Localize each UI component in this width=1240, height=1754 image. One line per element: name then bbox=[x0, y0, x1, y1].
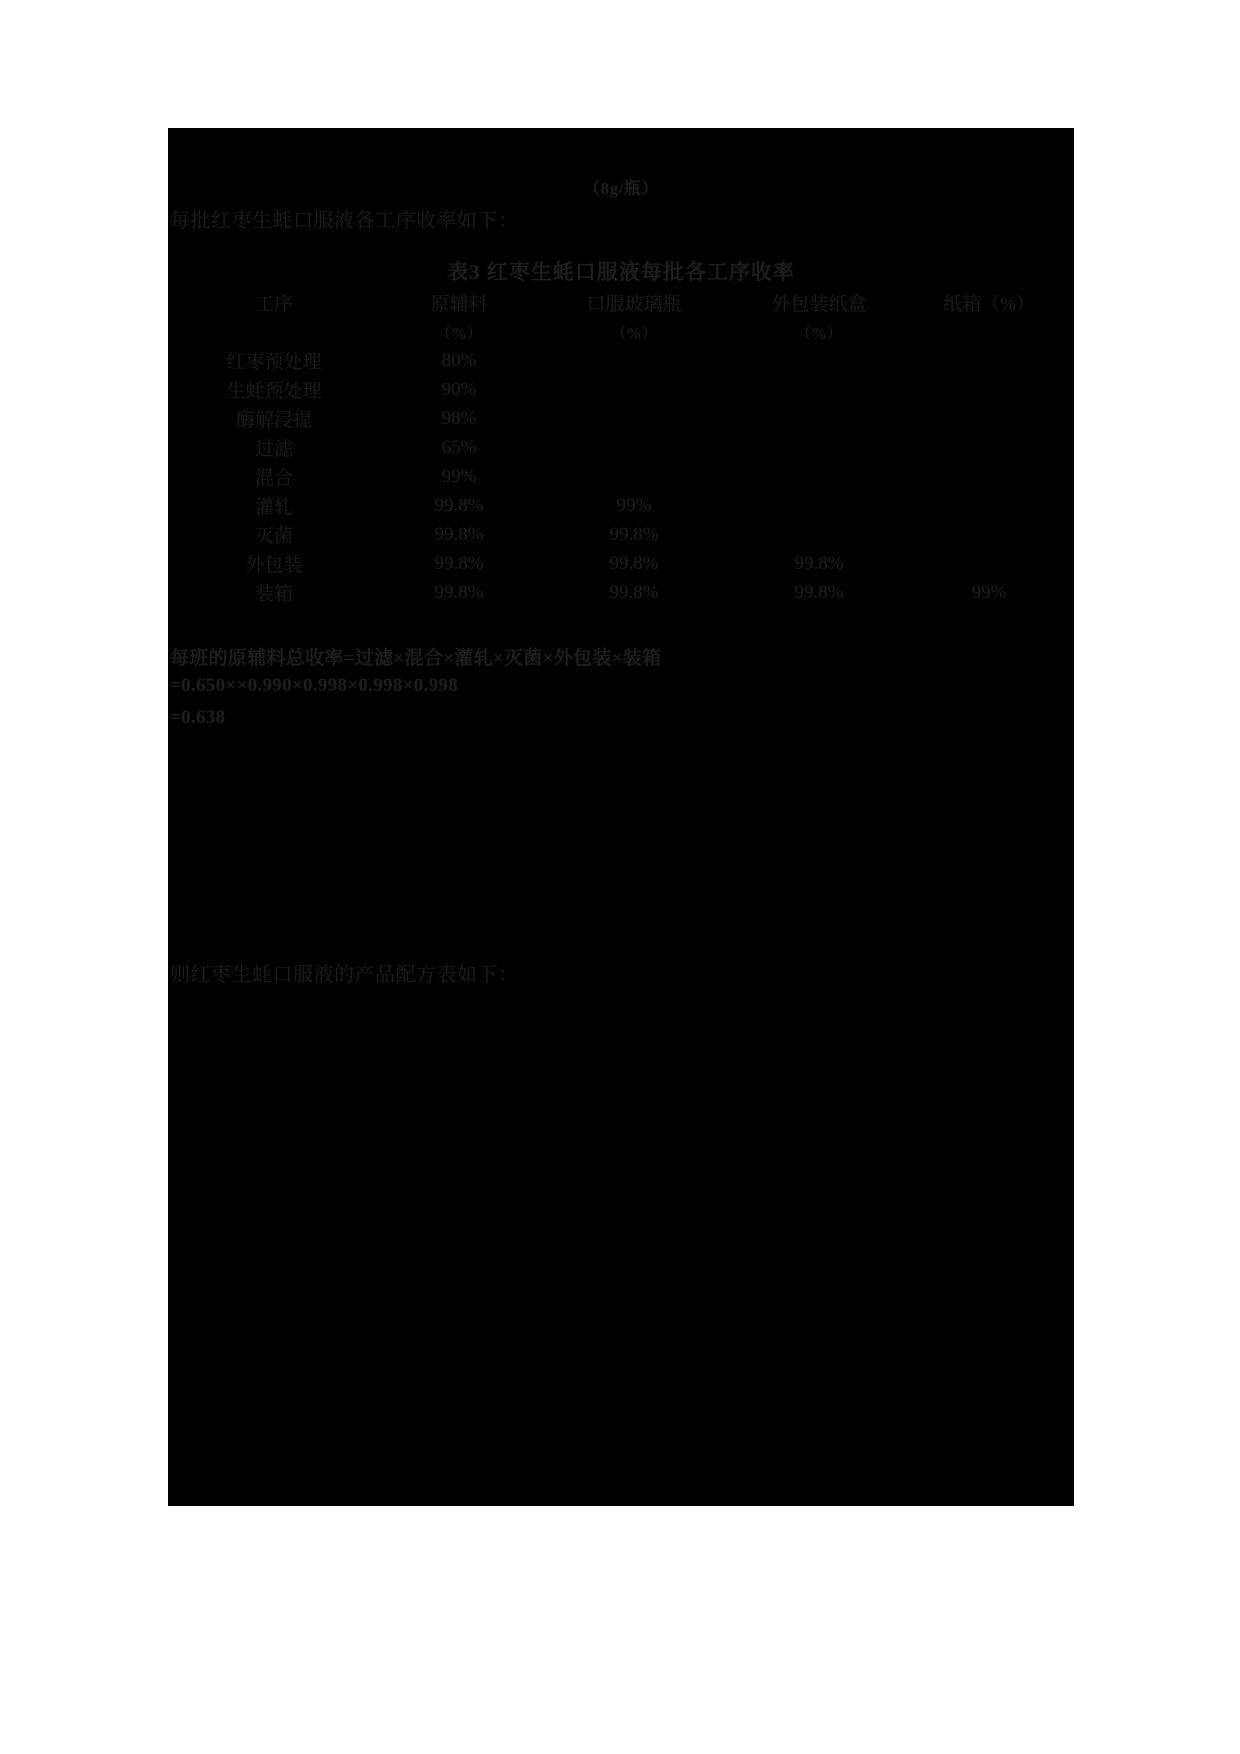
cell-process: 红枣预处理 bbox=[226, 352, 322, 373]
cell-bottle bbox=[544, 346, 724, 375]
document-page bbox=[168, 128, 1074, 1506]
table-row bbox=[174, 346, 1064, 375]
table-row bbox=[174, 433, 1064, 462]
page-content bbox=[168, 128, 1074, 1506]
cell-bottle: 99.8% bbox=[609, 581, 659, 603]
yield-table bbox=[174, 288, 1064, 607]
column-header-box: 纸箱（%） bbox=[943, 294, 1035, 315]
cell-carton: 99.8% bbox=[794, 552, 844, 574]
cell-bottle: 99% bbox=[616, 494, 652, 516]
cell-carton: 99.8% bbox=[794, 581, 844, 603]
cell-box bbox=[914, 491, 1064, 520]
table-row bbox=[174, 404, 1064, 433]
cell-raw: 65% bbox=[441, 436, 477, 458]
cell-raw: 99.8% bbox=[434, 581, 484, 603]
lead-paragraph: 每批红枣生蚝口服液各工序收率如下： bbox=[170, 210, 519, 232]
cell-carton bbox=[724, 462, 914, 491]
cell-carton bbox=[724, 433, 914, 462]
cell-process: 外包装 bbox=[245, 555, 303, 576]
table-row bbox=[174, 375, 1064, 404]
unit-note: （8g/瓶） bbox=[583, 179, 659, 198]
calculation-line-2: =0.650××0.990×0.998×0.998×0.998 bbox=[170, 675, 459, 696]
table-row bbox=[174, 520, 1064, 549]
cell-raw: 99.8% bbox=[434, 552, 484, 574]
cell-box: 99% bbox=[971, 581, 1007, 603]
cell-process: 混合 bbox=[254, 468, 293, 489]
cell-carton bbox=[724, 375, 914, 404]
cell-bottle bbox=[544, 375, 724, 404]
subheader-process bbox=[174, 317, 374, 346]
cell-raw: 99.8% bbox=[434, 523, 484, 545]
cell-carton bbox=[724, 491, 914, 520]
cell-carton bbox=[724, 346, 914, 375]
cell-raw: 98% bbox=[441, 407, 477, 429]
column-header-raw: 原辅料 bbox=[430, 294, 488, 315]
cell-bottle bbox=[544, 404, 724, 433]
cell-bottle: 99.8% bbox=[609, 552, 659, 574]
calculation-line-1: 每班的原辅料总收率=过滤×混合×灌轧×灭菌×外包装×装箱 bbox=[170, 648, 662, 669]
cell-raw: 90% bbox=[441, 378, 477, 400]
cell-bottle bbox=[544, 462, 724, 491]
cell-process: 灌轧 bbox=[254, 497, 293, 518]
cell-process: 酶解浸提 bbox=[235, 410, 312, 431]
subheader-bottle: （%） bbox=[609, 324, 659, 343]
cell-process: 生蚝预处理 bbox=[226, 381, 322, 402]
cell-process: 过滤 bbox=[254, 439, 293, 460]
table-row bbox=[174, 578, 1064, 607]
cell-box bbox=[914, 462, 1064, 491]
table-row bbox=[174, 549, 1064, 578]
column-header-process: 工序 bbox=[254, 294, 293, 315]
cell-raw: 99.8% bbox=[434, 494, 484, 516]
cell-box bbox=[914, 375, 1064, 404]
cell-bottle: 99.8% bbox=[609, 523, 659, 545]
table-title: 表3 红枣生蚝口服液每批各工序收率 bbox=[447, 260, 795, 284]
cell-box bbox=[914, 520, 1064, 549]
cell-raw: 99% bbox=[441, 465, 477, 487]
subheader-raw: （%） bbox=[434, 324, 484, 343]
table-row bbox=[174, 462, 1064, 491]
column-header-carton: 外包装纸盒 bbox=[771, 294, 867, 315]
subheader-carton: （%） bbox=[794, 324, 844, 343]
cell-process: 装箱 bbox=[254, 584, 293, 605]
table-row bbox=[174, 491, 1064, 520]
cell-raw: 80% bbox=[441, 349, 477, 371]
tail-paragraph: 则红枣生蚝口服液的产品配方表如下： bbox=[170, 964, 519, 986]
table-header-row bbox=[174, 288, 1064, 317]
calculation-line-3: =0.638 bbox=[170, 707, 226, 728]
table-subheader-row bbox=[174, 317, 1064, 346]
cell-carton bbox=[724, 520, 914, 549]
cell-box bbox=[914, 433, 1064, 462]
cell-process: 灭菌 bbox=[254, 526, 293, 547]
cell-box bbox=[914, 404, 1064, 433]
subheader-box bbox=[914, 317, 1064, 346]
cell-box bbox=[914, 346, 1064, 375]
column-header-bottle: 口服玻璃瓶 bbox=[586, 294, 682, 315]
cell-bottle bbox=[544, 433, 724, 462]
cell-box bbox=[914, 549, 1064, 578]
cell-carton bbox=[724, 404, 914, 433]
